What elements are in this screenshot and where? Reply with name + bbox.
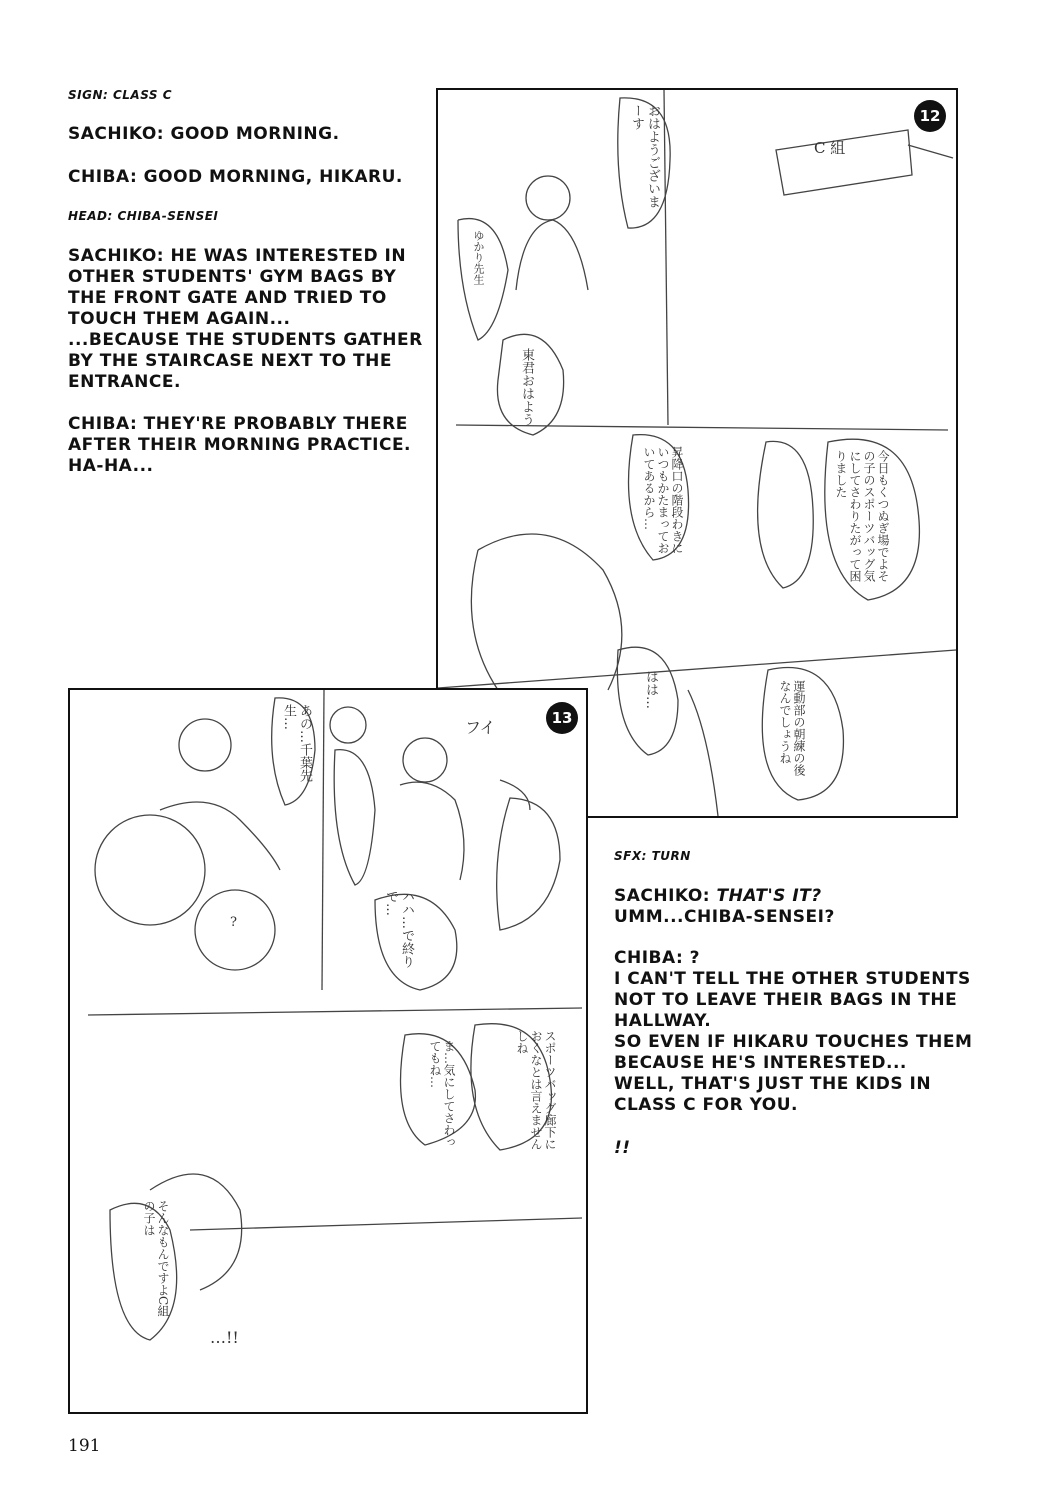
dialogue-line: THE FRONT GATE AND TRIED TO (68, 288, 387, 308)
dialogue-line: UMM...CHIBA-SENSEI? (614, 907, 835, 927)
dialogue-line: CHIBA: ? (614, 948, 701, 968)
storyboard-panel-13 (68, 688, 588, 1414)
speech-bubble: ハハ…で終りで… (383, 890, 414, 968)
dialogue-line: HALLWAY. (614, 1011, 712, 1031)
speech-bubble: そんなもんですよC組の子は (142, 1200, 170, 1318)
speaker-label: SACHIKO: (614, 886, 717, 906)
sign-note: SIGN: CLASS C (68, 88, 173, 102)
panel-number-badge: 13 (546, 702, 578, 734)
speech-bubble: 昇降口の階段わきにいつもかたまっておいてあるから… (642, 446, 684, 554)
dialogue-line (614, 886, 835, 907)
speech-bubble: おはようございまーす (629, 104, 660, 208)
dialogue-line: SACHIKO: HE WAS INTERESTED IN (68, 246, 407, 266)
dialogue-line: SO EVEN IF HIKARU TOUCHES THEM (614, 1032, 973, 1052)
speech-bubble: スポーツバッグ廊下におくなとは言えませんしね (515, 1030, 557, 1150)
dialogue-line: BY THE STAIRCASE NEXT TO THE (68, 351, 392, 371)
dialogue-line: SACHIKO: GOOD MORNING. (68, 124, 340, 144)
dialogue-paragraph (68, 414, 411, 477)
dialogue-line: WELL, THAT'S JUST THE KIDS IN (614, 1074, 932, 1094)
speech-bubble: 東君おはよう (519, 348, 534, 426)
dialogue-line: !! (614, 1138, 631, 1158)
speech-bubble: あの…千葉先生… (281, 704, 312, 782)
dialogue-paragraph (614, 948, 972, 1116)
dialogue-line: HA-HA... (68, 456, 154, 476)
dialogue-line: CLASS C FOR YOU. (614, 1095, 798, 1115)
dialogue-line: NOT TO LEAVE THEIR BAGS IN THE (614, 990, 958, 1010)
dialogue-paragraph (614, 886, 835, 928)
dialogue-line: OTHER STUDENTS' GYM BAGS BY (68, 267, 397, 287)
dialogue-line: CHIBA: GOOD MORNING, HIKARU. (68, 167, 403, 187)
speech-bubble: 運動部の朝練の後なんでしょうね (778, 680, 806, 776)
dialogue-line: ...BECAUSE THE STUDENTS GATHER (68, 330, 423, 350)
speech-bubble: ま…気にしてさわってもね… (428, 1040, 456, 1148)
dialogue-paragraph (68, 246, 423, 393)
head-note: HEAD: CHIBA-SENSEI (68, 209, 219, 223)
speech-bubble: はは… (643, 670, 658, 709)
panel-number-badge: 12 (914, 100, 946, 132)
sfx-note: SFX: TURN (614, 849, 691, 863)
dialogue-line: TOUCH THEM AGAIN... (68, 309, 291, 329)
dialogue-line: I CAN'T TELL THE OTHER STUDENTS (614, 969, 971, 989)
dialogue-line: ENTRANCE. (68, 372, 181, 392)
speech-bubble: 今日もくつぬぎ場でよその子のスポーツバッグ気にしてさわりたがって困りました (834, 450, 890, 582)
speech-bubble: ? (230, 915, 237, 930)
emphasis-text: THAT'S IT? (716, 886, 822, 906)
class-sign: C 組 (814, 139, 846, 157)
speech-bubble: ゆかり先生 (472, 230, 485, 285)
sound-effect: フイ (465, 718, 496, 737)
sound-effect: …!! (210, 1328, 239, 1347)
dialogue-line: AFTER THEIR MORNING PRACTICE. (68, 435, 412, 455)
page-number: 191 (68, 1436, 101, 1456)
dialogue-line: BECAUSE HE'S INTERESTED... (614, 1053, 907, 1073)
dialogue-line: CHIBA: THEY'RE PROBABLY THERE (68, 414, 408, 434)
